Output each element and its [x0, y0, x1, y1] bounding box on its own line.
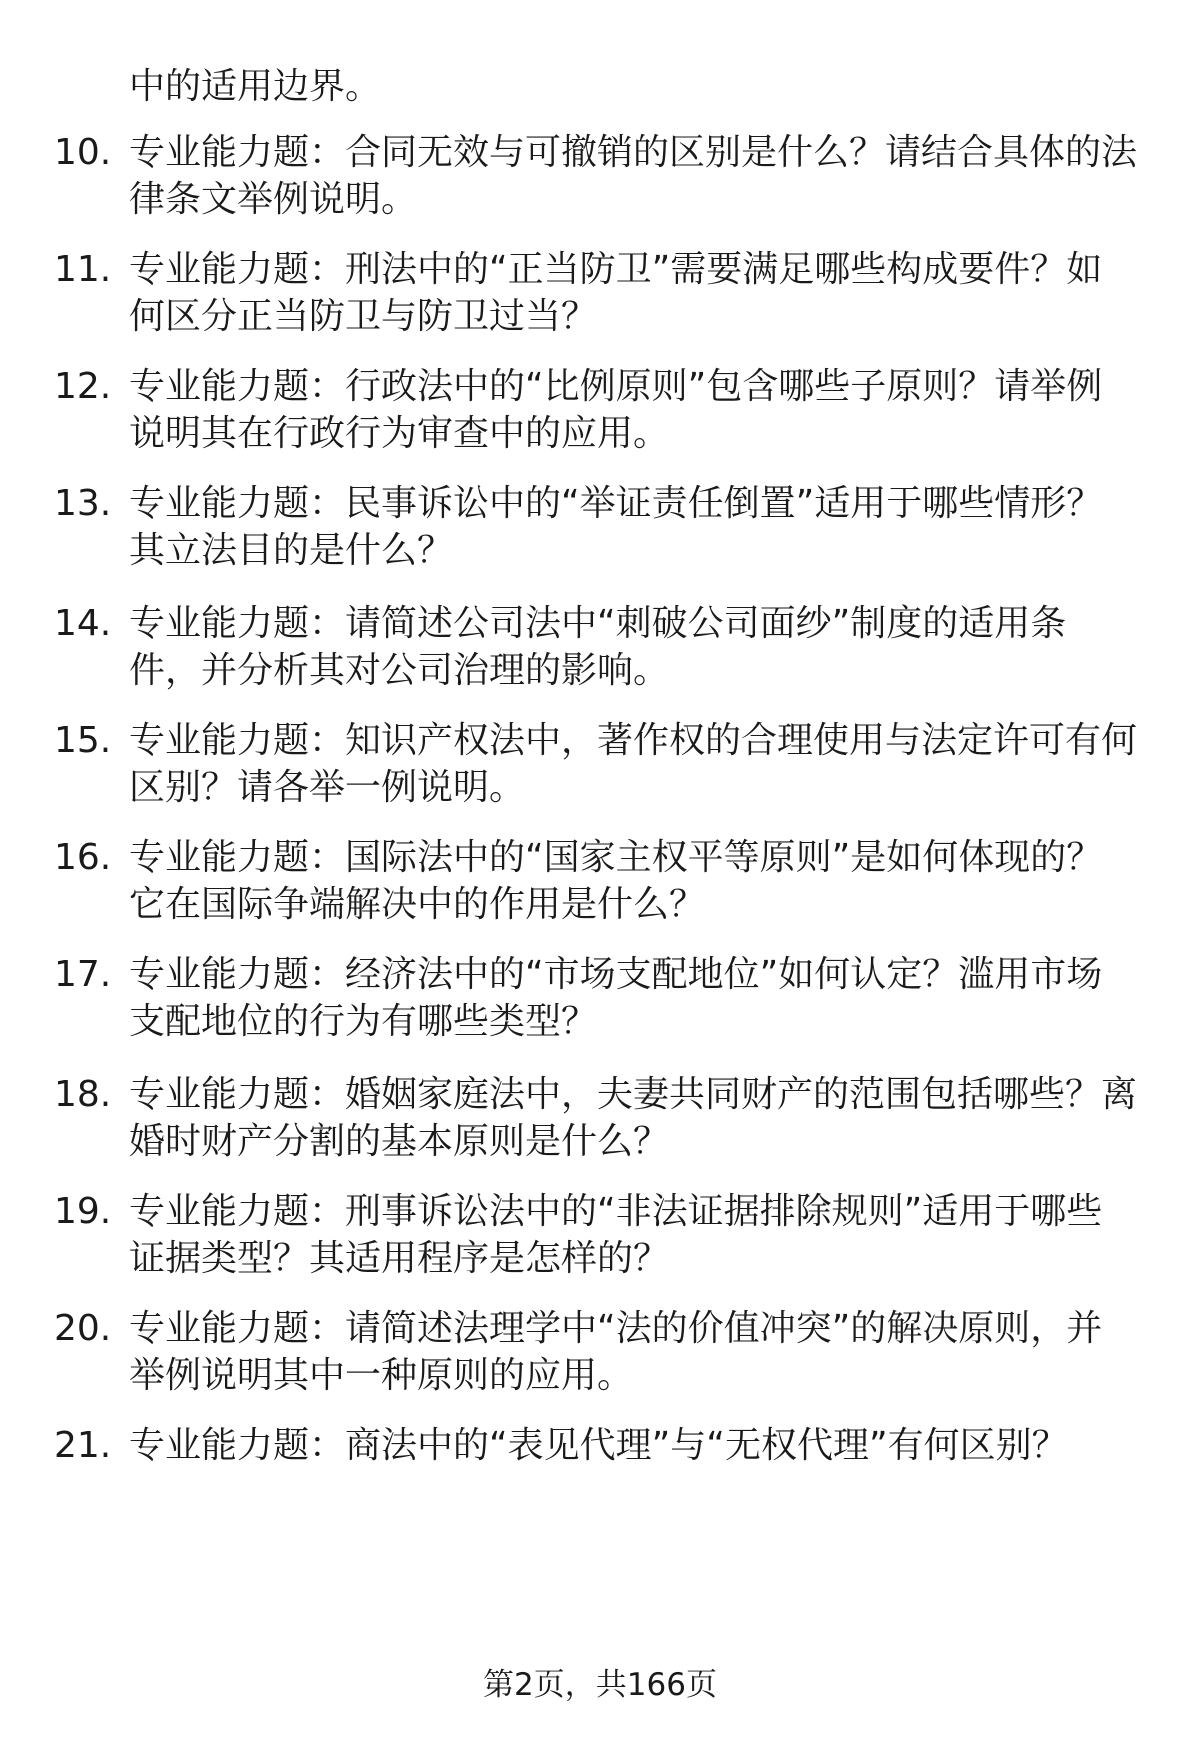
question-line: 支配地位的行为有哪些类型？	[129, 1001, 598, 1042]
question-number: 17.	[54, 954, 112, 995]
page-footer: 第2页，共166页	[483, 1667, 717, 1703]
question-line: 说明其在行政行为审查中的应用。	[129, 413, 670, 454]
question-number: 15.	[54, 720, 112, 761]
question-number: 11.	[54, 249, 112, 290]
question-line: 专业能力题：商法中的“表见代理”与“无权代理”有何区别？	[129, 1425, 1068, 1466]
question-line: 专业能力题：请简述公司法中“刺破公司面纱”制度的适用条	[129, 603, 1067, 644]
question-line: 专业能力题：婚姻家庭法中，夫妻共同财产的范围包括哪些？离	[129, 1074, 1138, 1115]
question-line: 专业能力题：国际法中的“国家主权平等原则”是如何体现的？	[129, 837, 1103, 878]
question-number: 19.	[54, 1191, 112, 1232]
question-line: 专业能力题：民事诉讼中的“举证责任倒置”适用于哪些情形？	[129, 483, 1103, 524]
question-line: 专业能力题：刑事诉讼法中的“非法证据排除规则”适用于哪些	[129, 1191, 1103, 1232]
question-number: 13.	[54, 483, 112, 524]
question-line: 区别？请各举一例说明。	[129, 767, 526, 808]
question-line: 专业能力题：刑法中的“正当防卫”需要满足哪些构成要件？如	[129, 249, 1103, 290]
question-number: 10.	[54, 132, 112, 173]
question-line: 专业能力题：请简述法理学中“法的价值冲突”的解决原则，并	[129, 1308, 1103, 1349]
question-line: 专业能力题：知识产权法中，著作权的合理使用与法定许可有何	[129, 720, 1138, 761]
question-line: 证据类型？其适用程序是怎样的？	[129, 1238, 670, 1279]
question-line: 何区分正当防卫与防卫过当？	[129, 296, 598, 337]
question-number: 14.	[54, 603, 112, 644]
question-number: 12.	[54, 366, 112, 407]
question-line: 专业能力题：行政法中的“比例原则”包含哪些子原则？请举例	[129, 366, 1103, 407]
question-number: 21.	[54, 1425, 112, 1466]
question-line: 专业能力题：合同无效与可撤销的区别是什么？请结合具体的法	[129, 132, 1138, 173]
question-line: 件，并分析其对公司治理的影响。	[129, 650, 670, 691]
question-line: 律条文举例说明。	[129, 179, 418, 220]
question-number: 18.	[54, 1074, 112, 1115]
question-line: 其立法目的是什么？	[129, 530, 454, 571]
continuation-line: 中的适用边界。	[129, 66, 382, 107]
question-line: 举例说明其中一种原则的应用。	[129, 1355, 634, 1396]
question-number: 16.	[54, 837, 112, 878]
question-line: 婚时财产分割的基本原则是什么？	[129, 1121, 670, 1162]
question-number: 20.	[54, 1308, 112, 1349]
question-line: 专业能力题：经济法中的“市场支配地位”如何认定？滥用市场	[129, 954, 1103, 995]
question-line: 它在国际争端解决中的作用是什么？	[129, 884, 706, 925]
